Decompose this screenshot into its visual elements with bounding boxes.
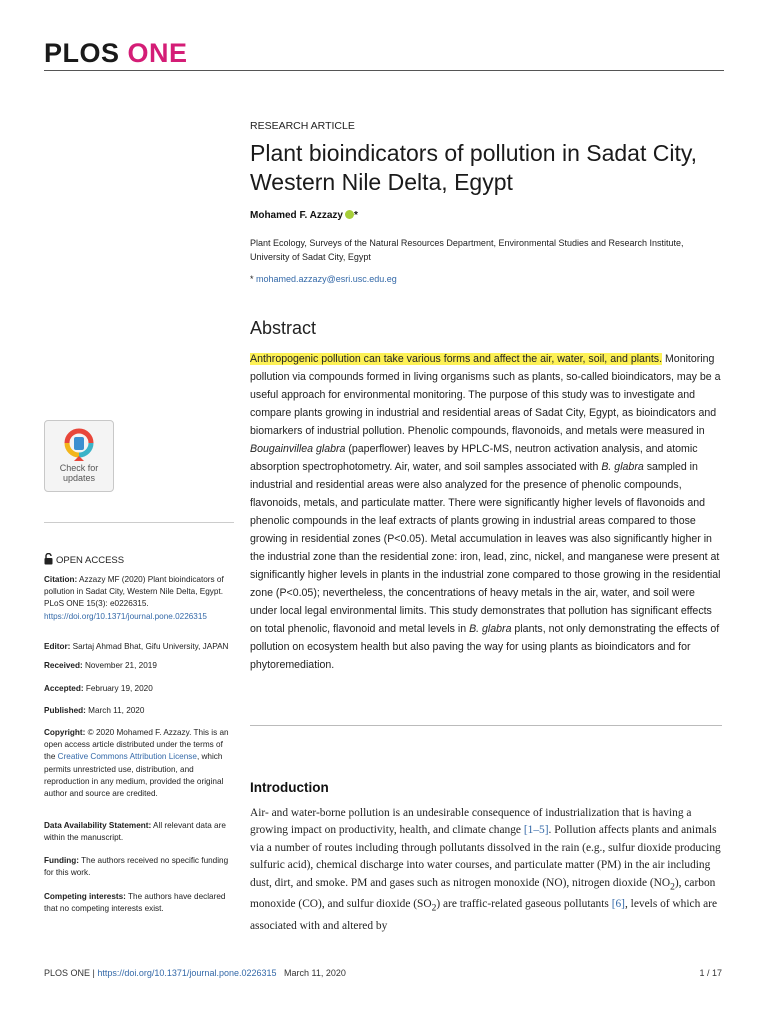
license-link[interactable]: Creative Commons Attribution License [57, 752, 197, 762]
published-label: Published: [44, 706, 86, 715]
corresponding-email [250, 274, 722, 284]
funding [44, 855, 234, 879]
abstract-divider [250, 725, 722, 726]
intro-text-4: ) are traffic-related gaseous pollutants [436, 898, 612, 911]
abstract-text [250, 350, 722, 674]
editor-label: Editor: [44, 642, 71, 651]
copyright [44, 727, 234, 800]
footer-doi-link[interactable]: https://doi.org/10.1371/journal.pone.0226315 [97, 968, 277, 978]
sidebar-divider [44, 522, 234, 523]
citation-label: Citation: [44, 575, 78, 584]
citation-doi-link[interactable]: https://doi.org/10.1371/journal.pone.0226315 [44, 611, 207, 621]
subscript: 2 [670, 881, 675, 892]
logo-plos: PLOS [44, 38, 120, 68]
open-lock-icon [44, 553, 53, 565]
abstract-heading: Abstract [250, 318, 317, 338]
data-availability-label: Data Availability Statement: [44, 821, 152, 830]
check-for-updates-badge[interactable] [44, 420, 114, 492]
check-label-1: Check for [59, 463, 99, 473]
journal-logo[interactable] [44, 38, 188, 69]
citation-text: Azzazy MF (2020) Plant bioindicators of pollution in Sadat City, Western Nile Delta, Egypt. PLoS ONE 15(3): e0226315. [44, 575, 224, 609]
reference-link[interactable]: [1–5] [523, 824, 549, 837]
check-label-2: updates [62, 473, 96, 483]
copyright-text-1: © 2020 Mohamed F. Azzazy. This is an open access article distributed under the terms of the [44, 728, 229, 762]
data-availability-text: All relevant data are within the manuscript. [44, 821, 226, 843]
open-access-label: OPEN ACCESS [56, 555, 125, 566]
article-title: Plant bioindicators of pollution in Sadat City, Western Nile Delta, Egypt [250, 140, 698, 195]
author-name[interactable]: Mohamed F. Azzazy [250, 210, 343, 221]
competing-interests-text: The authors have declared that no competing interests exist. [44, 892, 226, 914]
abstract-p3: sampled in industrial and residential areas were also analyzed for the presence of phenolic compounds, flavonoids, metals, and particulate matter. There were significantly higher levels of flavonoids and phenolic compounds in the leaf extracts of plants growing in industrial areas compared to those growing in residential zones (P<0.05). Metal accumulation in leaves was also significantly higher in the industrial zone than the residential zone: iron, lead, zinc, nickel, and manganese were present at significantly higher levels in plants in the industrial zone compared to those growing in the residential zone (P<0.05); nevertheless, the concentrations of heavy metals in the air, water, and soil were under local legal environmental limits. This study demonstrates that pollution has significant effects on total phenolic, flavonoid and metal levels in [250, 461, 721, 635]
intro-text-5: , levels of which are associated with and altered by [250, 898, 718, 932]
introduction-text [250, 805, 722, 935]
page-footer [44, 968, 346, 978]
subscript: 2 [431, 903, 437, 914]
accepted-label: Accepted: [44, 684, 84, 693]
received-text: November 21, 2019 [82, 661, 157, 670]
open-access [44, 553, 234, 567]
author-mark: * [353, 210, 358, 221]
editor [44, 641, 234, 653]
accepted-text: February 19, 2020 [83, 684, 153, 693]
reference-link[interactable]: [6] [611, 898, 625, 911]
funding-text: The authors received no specific funding for this work. [44, 856, 229, 878]
affiliation: Plant Ecology, Surveys of the Natural Resources Department, Environmental Studies and Research Institute, University of Sadat City, Egypt [250, 238, 684, 262]
competing-interests-label: Competing interests: [44, 892, 126, 901]
species-name: Bougainvillea glabra [250, 443, 346, 455]
email-link[interactable]: mohamed.azzazy@esri.usc.edu.eg [256, 274, 397, 284]
introduction-heading: Introduction [250, 780, 329, 795]
author-line [250, 210, 722, 221]
orcid-icon[interactable] [345, 210, 354, 219]
abstract-p2: (paperflower) leaves by HPLC-MS, neutron activation analysis, and atomic absorption spectrophotometry. Air, water, and soil samples associated with [250, 443, 698, 473]
funding-label: Funding: [44, 856, 80, 865]
copyright-label: Copyright: [44, 728, 86, 737]
citation [44, 574, 234, 623]
copyright-text-2: , which permits unrestricted use, distribution, and reproduction in any medium, provided the original author and source are credited. [44, 752, 224, 799]
editor-text: Sartaj Ahmad Bhat, Gifu University, JAPAN [70, 642, 229, 651]
data-availability [44, 820, 234, 844]
highlighted-sentence[interactable]: Anthropogenic pollution can take various forms and affect the air, water, soil, and plants. [250, 353, 663, 365]
intro-text-2: . Pollution affects plants and animals via a number of routes including through pollutants dissolved in the rain (e.g., sulfur dioxide producing sulfuric acid), chemical discharge into water courses, and particulate matter (PM) in the air including dust, dirt, and smoke. PM and gases such as nitrogen monoxide (NO), nitrogen dioxide (NO [250, 824, 721, 889]
email-mark: * [250, 274, 254, 284]
footer-date: March 11, 2020 [284, 968, 346, 978]
published [44, 705, 234, 717]
update-icon [63, 427, 95, 461]
competing-interests [44, 891, 234, 915]
abstract-p1: Monitoring pollution via compounds formed in living organisms such as plants, so-called bioindicators, may be a useful approach for environmental monitoring. The purpose of this study was to investigate and compare plants growing in industrial and residential areas of Sadat City, Egypt, as bioindicators and biomarkers of industrial pollution. Phenolic compounds, flavonoids, and metals were measured in [250, 353, 721, 437]
article-type: RESEARCH ARTICLE [250, 120, 355, 132]
abstract-p4: plants, not only demonstrating the effects of pollution on ecosystem health but also paving the way for using plants as bioindicators and for phytoremediation. [250, 623, 720, 671]
published-text: March 11, 2020 [85, 706, 145, 715]
species-name: B. glabra [469, 623, 512, 635]
logo-one: ONE [127, 38, 188, 68]
received [44, 660, 234, 672]
species-name: B. glabra [601, 461, 644, 473]
page-number: 1 / 17 [699, 968, 722, 978]
intro-text-3: ), carbon monoxide (CO), and sulfur dioxide (SO [250, 876, 716, 911]
received-label: Received: [44, 661, 83, 670]
accepted [44, 683, 234, 695]
footer-journal: PLOS ONE | [44, 968, 98, 978]
intro-text-1: Air- and water-borne pollution is an undesirable consequence of industrialization that is having a growing impact on productivity, health, and climate change [250, 807, 692, 837]
header-divider [44, 70, 724, 71]
